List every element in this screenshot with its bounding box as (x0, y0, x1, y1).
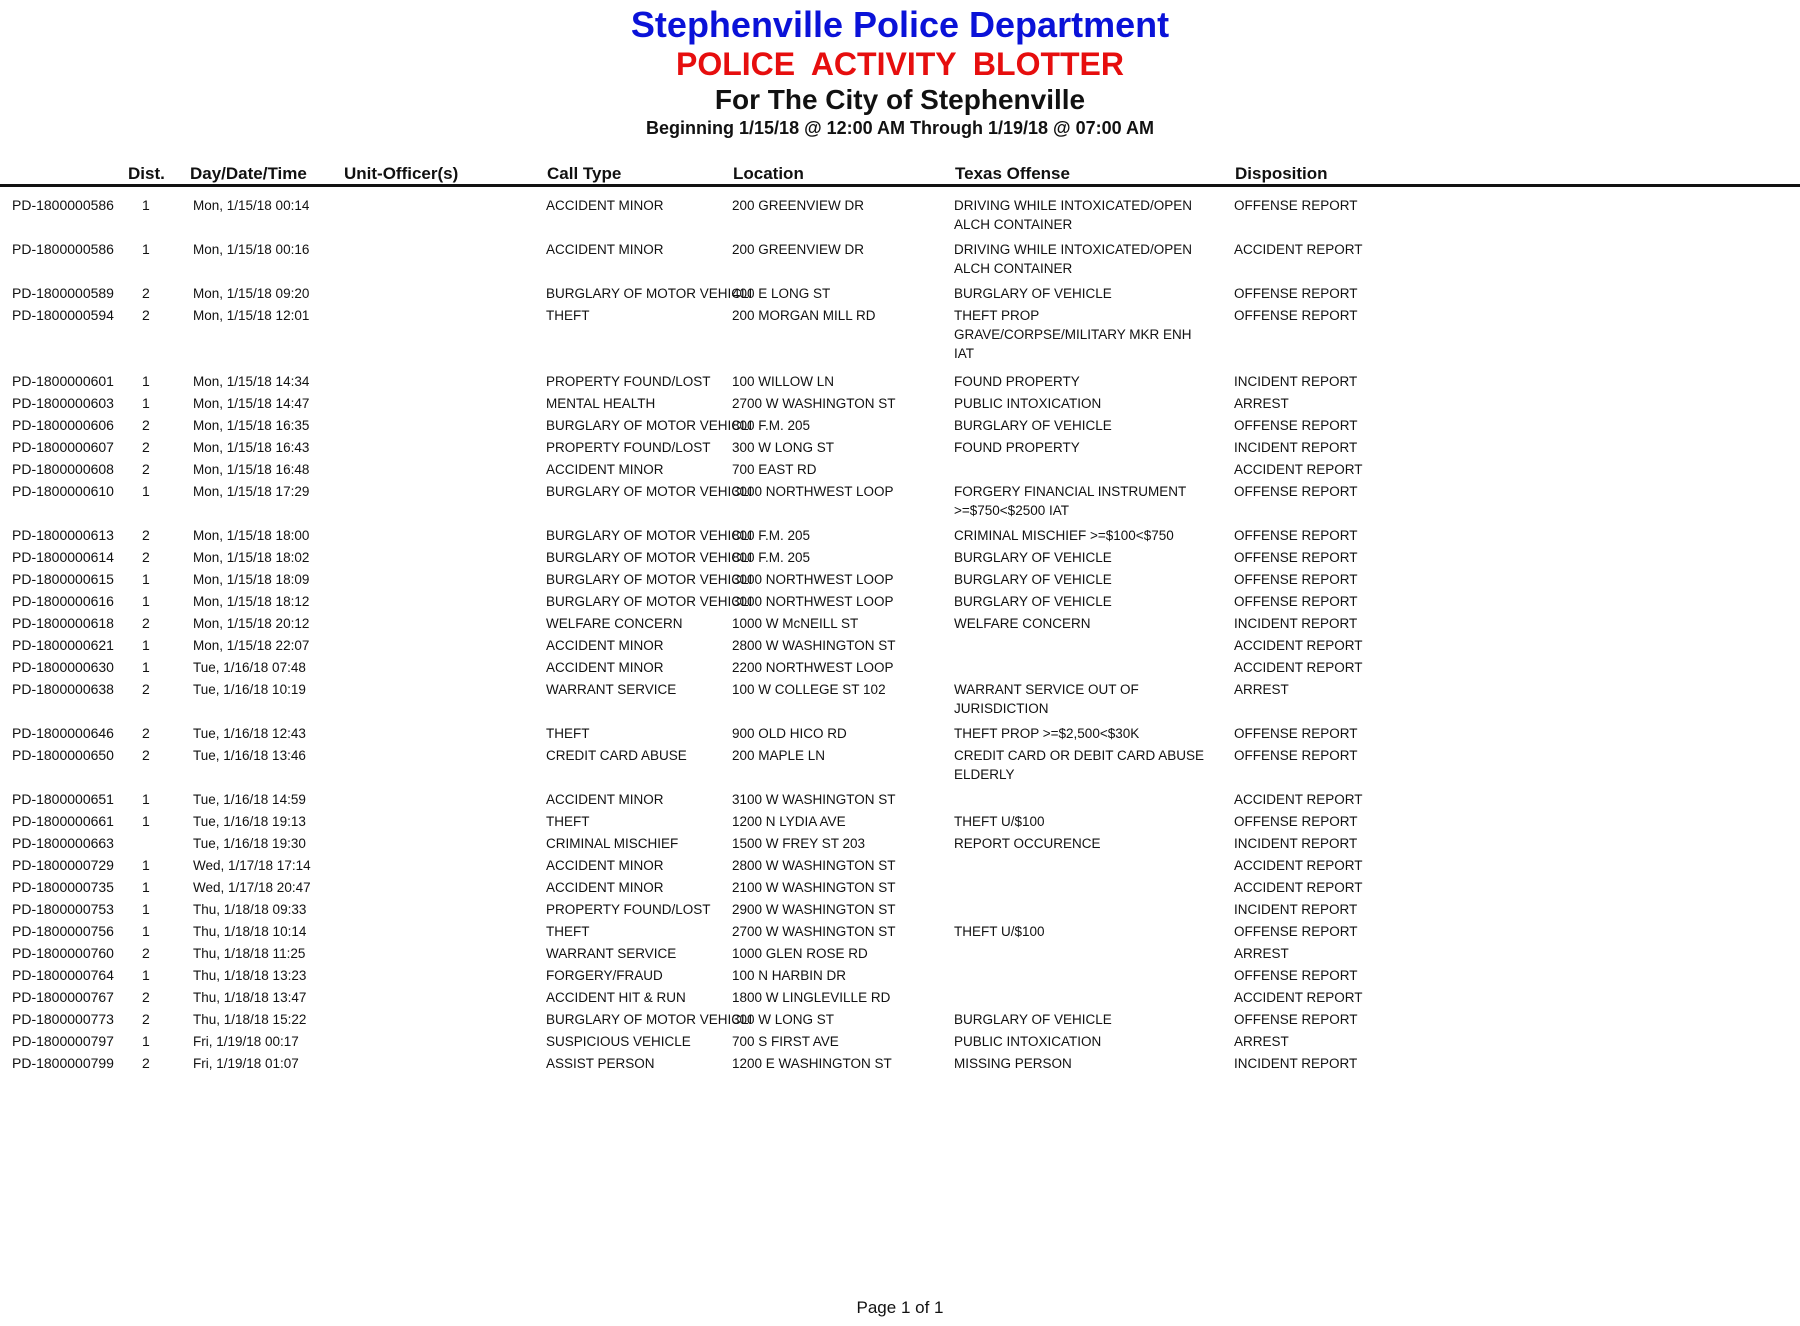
cell-date-time: Thu, 1/18/18 13:47 (193, 990, 307, 1005)
column-header-datetime: Day/Date/Time (190, 164, 307, 183)
column-header-call-type: Call Type (547, 164, 622, 183)
cell-district: 1 (142, 813, 150, 829)
cell-location: 100 W COLLEGE ST 102 (732, 682, 886, 697)
cell-case-number: PD-1800000594 (12, 307, 114, 323)
cell-district: 1 (142, 923, 150, 939)
cell-case-number: PD-1800000618 (12, 615, 114, 631)
cell-date-time: Mon, 1/15/18 14:47 (193, 396, 310, 411)
column-header-dist: Dist. (128, 164, 165, 183)
cell-date-time: Mon, 1/15/18 00:16 (193, 242, 310, 257)
table-row (0, 746, 1800, 790)
cell-location: 200 MAPLE LN (732, 748, 826, 763)
cell-disposition: OFFENSE REPORT (1234, 572, 1358, 587)
cell-location: 3100 W WASHINGTON ST (732, 792, 896, 807)
table-row (0, 1032, 1800, 1054)
cell-disposition: OFFENSE REPORT (1234, 528, 1358, 543)
cell-texas-offense: BURGLARY OF VEHICLE (954, 1012, 1112, 1027)
cell-district: 2 (142, 285, 150, 301)
cell-texas-offense: REPORT OCCURENCE (954, 836, 1101, 851)
table-row (0, 372, 1800, 394)
cell-date-time: Mon, 1/15/18 18:02 (193, 550, 310, 565)
cell-case-number: PD-1800000603 (12, 395, 114, 411)
cell-texas-offense: DRIVING WHILE INTOXICATED/OPEN ALCH CONTAINER (954, 242, 1193, 276)
cell-call-type: BURGLARY OF MOTOR VEHICLI (546, 484, 753, 499)
cell-date-time: Mon, 1/15/18 16:48 (193, 462, 310, 477)
table-row (0, 482, 1800, 526)
cell-texas-offense: THEFT PROP GRAVE/CORPSE/MILITARY MKR ENH IAT (954, 308, 1192, 361)
cell-date-time: Mon, 1/15/18 18:00 (193, 528, 310, 543)
cell-location: 100 N HARBIN DR (732, 968, 847, 983)
cell-district: 2 (142, 549, 150, 565)
cell-disposition: OFFENSE REPORT (1234, 198, 1358, 213)
cell-call-type: WELFARE CONCERN (546, 616, 683, 631)
cell-district: 1 (142, 1033, 150, 1049)
table-row (0, 196, 1800, 240)
cell-date-time: Fri, 1/19/18 01:07 (193, 1056, 299, 1071)
cell-disposition: ACCIDENT REPORT (1234, 858, 1363, 873)
cell-district: 2 (142, 527, 150, 543)
cell-district: 2 (142, 307, 150, 323)
cell-call-type: THEFT (546, 726, 590, 741)
cell-location: 700 S FIRST AVE (732, 1034, 839, 1049)
cell-date-time: Mon, 1/15/18 00:14 (193, 198, 310, 213)
cell-date-time: Tue, 1/16/18 19:30 (193, 836, 306, 851)
cell-date-time: Tue, 1/16/18 10:19 (193, 682, 306, 697)
cell-call-type: THEFT (546, 308, 590, 323)
cell-case-number: PD-1800000586 (12, 241, 114, 257)
cell-case-number: PD-1800000729 (12, 857, 114, 873)
cell-date-time: Tue, 1/16/18 12:43 (193, 726, 306, 741)
cell-district: 1 (142, 395, 150, 411)
cell-texas-offense: THEFT U/$100 (954, 814, 1045, 829)
page-number: Page 1 of 1 (856, 1298, 944, 1317)
column-header-officers: Unit-Officer(s) (344, 164, 459, 183)
cell-case-number: PD-1800000608 (12, 461, 114, 477)
table-row (0, 592, 1800, 614)
cell-date-time: Mon, 1/15/18 17:29 (193, 484, 310, 499)
cell-disposition: ARREST (1234, 396, 1289, 411)
cell-district: 1 (142, 659, 150, 675)
cell-date-time: Thu, 1/18/18 13:23 (193, 968, 307, 983)
cell-location: 2900 W WASHINGTON ST (732, 902, 896, 917)
cell-district: 2 (142, 461, 150, 477)
cell-texas-offense: BURGLARY OF VEHICLE (954, 594, 1112, 609)
cell-case-number: PD-1800000606 (12, 417, 114, 433)
cell-district: 2 (142, 1011, 150, 1027)
cell-disposition: OFFENSE REPORT (1234, 924, 1358, 939)
cell-texas-offense: WARRANT SERVICE OUT OF JURISDICTION (954, 682, 1139, 716)
cell-location: 100 WILLOW LN (732, 374, 835, 389)
cell-call-type: WARRANT SERVICE (546, 946, 677, 961)
cell-call-type: BURGLARY OF MOTOR VEHICLI (546, 528, 753, 543)
cell-texas-offense: MISSING PERSON (954, 1056, 1072, 1071)
cell-call-type: BURGLARY OF MOTOR VEHICLI (546, 418, 753, 433)
table-row (0, 922, 1800, 944)
cell-case-number: PD-1800000607 (12, 439, 114, 455)
cell-location: 2800 W WASHINGTON ST (732, 858, 896, 873)
cell-district: 2 (142, 615, 150, 631)
cell-date-time: Mon, 1/15/18 14:34 (193, 374, 310, 389)
cell-disposition: OFFENSE REPORT (1234, 550, 1358, 565)
cell-case-number: PD-1800000610 (12, 483, 114, 499)
cell-texas-offense: BURGLARY OF VEHICLE (954, 286, 1112, 301)
header-divider (0, 184, 1800, 187)
table-row (0, 416, 1800, 438)
cell-call-type: PROPERTY FOUND/LOST (546, 374, 711, 389)
cell-case-number: PD-1800000764 (12, 967, 114, 983)
cell-call-type: ACCIDENT MINOR (546, 660, 664, 675)
cell-texas-offense: BURGLARY OF VEHICLE (954, 572, 1112, 587)
cell-district: 2 (142, 1055, 150, 1071)
cell-case-number: PD-1800000613 (12, 527, 114, 543)
cell-date-time: Thu, 1/18/18 11:25 (193, 946, 306, 961)
cell-call-type: BURGLARY OF MOTOR VEHICLI (546, 550, 753, 565)
cell-disposition: INCIDENT REPORT (1234, 836, 1358, 851)
cell-location: 1000 GLEN ROSE RD (732, 946, 868, 961)
cell-district: 1 (142, 637, 150, 653)
column-header-disposition: Disposition (1235, 164, 1328, 183)
table-row (0, 636, 1800, 658)
cell-case-number: PD-1800000615 (12, 571, 114, 587)
cell-disposition: ACCIDENT REPORT (1234, 660, 1363, 675)
cell-disposition: INCIDENT REPORT (1234, 440, 1358, 455)
cell-disposition: INCIDENT REPORT (1234, 374, 1358, 389)
cell-case-number: PD-1800000589 (12, 285, 114, 301)
cell-disposition: OFFENSE REPORT (1234, 814, 1358, 829)
cell-disposition: OFFENSE REPORT (1234, 308, 1358, 323)
cell-call-type: BURGLARY OF MOTOR VEHICLI (546, 286, 753, 301)
cell-location: 400 E LONG ST (732, 286, 831, 301)
cell-date-time: Fri, 1/19/18 00:17 (193, 1034, 299, 1049)
cell-date-time: Mon, 1/15/18 09:20 (193, 286, 310, 301)
cell-case-number: PD-1800000586 (12, 197, 114, 213)
cell-location: 300 W LONG ST (732, 440, 835, 455)
cell-date-time: Thu, 1/18/18 09:33 (193, 902, 307, 917)
cell-call-type: ACCIDENT MINOR (546, 462, 664, 477)
cell-case-number: PD-1800000650 (12, 747, 114, 763)
cell-case-number: PD-1800000646 (12, 725, 114, 741)
cell-texas-offense: THEFT PROP >=$2,500<$30K (954, 726, 1140, 741)
cell-case-number: PD-1800000616 (12, 593, 114, 609)
cell-case-number: PD-1800000753 (12, 901, 114, 917)
cell-date-time: Thu, 1/18/18 15:22 (193, 1012, 307, 1027)
table-row (0, 548, 1800, 570)
cell-texas-offense: FOUND PROPERTY (954, 374, 1080, 389)
cell-texas-offense: BURGLARY OF VEHICLE (954, 550, 1112, 565)
cell-call-type: ACCIDENT MINOR (546, 880, 664, 895)
cell-location: 3000 NORTHWEST LOOP (732, 572, 894, 587)
cell-location: 700 EAST RD (732, 462, 817, 477)
cell-location: 2700 W WASHINGTON ST (732, 396, 896, 411)
cell-date-time: Mon, 1/15/18 18:12 (193, 594, 310, 609)
cell-location: 2800 W WASHINGTON ST (732, 638, 896, 653)
table-row (0, 526, 1800, 548)
cell-location: 200 GREENVIEW DR (732, 242, 865, 257)
cell-district: 2 (142, 439, 150, 455)
cell-location: 2100 W WASHINGTON ST (732, 880, 896, 895)
cell-case-number: PD-1800000756 (12, 923, 114, 939)
cell-call-type: WARRANT SERVICE (546, 682, 677, 697)
table-row (0, 900, 1800, 922)
table-row (0, 724, 1800, 746)
cell-date-time: Mon, 1/15/18 16:35 (193, 418, 310, 433)
cell-disposition: ACCIDENT REPORT (1234, 990, 1363, 1005)
cell-texas-offense: CRIMINAL MISCHIEF >=$100<$750 (954, 528, 1174, 543)
cell-date-time: Mon, 1/15/18 20:12 (193, 616, 310, 631)
cell-location: 800 F.M. 205 (732, 550, 811, 565)
cell-disposition: OFFENSE REPORT (1234, 594, 1358, 609)
cell-location: 3000 NORTHWEST LOOP (732, 594, 894, 609)
table-row (0, 856, 1800, 878)
cell-disposition: OFFENSE REPORT (1234, 726, 1358, 741)
cell-disposition: OFFENSE REPORT (1234, 748, 1358, 763)
cell-call-type: CRIMINAL MISCHIEF (546, 836, 679, 851)
table-row (0, 240, 1800, 284)
cell-date-time: Mon, 1/15/18 22:07 (193, 638, 310, 653)
cell-district: 2 (142, 989, 150, 1005)
cell-district: 1 (142, 241, 150, 257)
cell-disposition: ACCIDENT REPORT (1234, 462, 1363, 477)
cell-location: 800 F.M. 205 (732, 528, 811, 543)
cell-location: 900 OLD HICO RD (732, 726, 847, 741)
table-row (0, 790, 1800, 812)
table-row (0, 394, 1800, 416)
cell-case-number: PD-1800000651 (12, 791, 114, 807)
cell-texas-offense: FORGERY FINANCIAL INSTRUMENT >=$750<$2500 IAT (954, 484, 1187, 518)
cell-disposition: INCIDENT REPORT (1234, 902, 1358, 917)
cell-district: 1 (142, 879, 150, 895)
cell-call-type: THEFT (546, 814, 590, 829)
cell-location: 1500 W FREY ST 203 (732, 836, 866, 851)
cell-case-number: PD-1800000614 (12, 549, 114, 565)
table-row (0, 834, 1800, 856)
cell-texas-offense: BURGLARY OF VEHICLE (954, 418, 1112, 433)
cell-disposition: ARREST (1234, 1034, 1289, 1049)
cell-call-type: ACCIDENT MINOR (546, 242, 664, 257)
table-row (0, 614, 1800, 636)
cell-call-type: ACCIDENT MINOR (546, 198, 664, 213)
cell-texas-offense: DRIVING WHILE INTOXICATED/OPEN ALCH CONTAINER (954, 198, 1193, 232)
column-header-location: Location (733, 164, 804, 183)
cell-location: 1200 N LYDIA AVE (732, 814, 846, 829)
cell-disposition: ARREST (1234, 682, 1289, 697)
cell-case-number: PD-1800000767 (12, 989, 114, 1005)
cell-disposition: ACCIDENT REPORT (1234, 880, 1363, 895)
cell-disposition: ARREST (1234, 946, 1289, 961)
table-row (0, 680, 1800, 724)
cell-disposition: OFFENSE REPORT (1234, 1012, 1358, 1027)
table-row (0, 1054, 1800, 1076)
report-subtitle: POLICE ACTIVITY BLOTTER (675, 46, 1124, 82)
cell-call-type: BURGLARY OF MOTOR VEHICLI (546, 594, 753, 609)
cell-district: 2 (142, 681, 150, 697)
cell-location: 200 MORGAN MILL RD (732, 308, 876, 323)
cell-disposition: ACCIDENT REPORT (1234, 792, 1363, 807)
cell-date-time: Tue, 1/16/18 07:48 (193, 660, 306, 675)
cell-district: 1 (142, 373, 150, 389)
cell-location: 1200 E WASHINGTON ST (732, 1056, 892, 1071)
cell-location: 1000 W McNEILL ST (732, 616, 859, 631)
cell-location: 300 W LONG ST (732, 1012, 835, 1027)
cell-district: 1 (142, 483, 150, 499)
cell-texas-offense: WELFARE CONCERN (954, 616, 1091, 631)
table-row (0, 306, 1800, 372)
cell-district: 1 (142, 857, 150, 873)
cell-district: 1 (142, 593, 150, 609)
cell-case-number: PD-1800000630 (12, 659, 114, 675)
cell-case-number: PD-1800000797 (12, 1033, 114, 1049)
cell-location: 3000 NORTHWEST LOOP (732, 484, 894, 499)
page-title: Stephenville Police Department (630, 4, 1170, 45)
cell-date-time: Thu, 1/18/18 10:14 (193, 924, 307, 939)
cell-case-number: PD-1800000760 (12, 945, 114, 961)
cell-call-type: THEFT (546, 924, 590, 939)
date-range: Beginning 1/15/18 @ 12:00 AM Through 1/19/18 @ 07:00 AM (646, 118, 1154, 138)
cell-case-number: PD-1800000663 (12, 835, 114, 851)
cell-district: 2 (142, 945, 150, 961)
cell-disposition: ACCIDENT REPORT (1234, 242, 1363, 257)
cell-date-time: Mon, 1/15/18 18:09 (193, 572, 310, 587)
table-row (0, 988, 1800, 1010)
cell-disposition: INCIDENT REPORT (1234, 616, 1358, 631)
table-row (0, 944, 1800, 966)
cell-texas-offense: PUBLIC INTOXICATION (954, 1034, 1102, 1049)
cell-call-type: ACCIDENT MINOR (546, 858, 664, 873)
cell-call-type: BURGLARY OF MOTOR VEHICLI (546, 1012, 753, 1027)
cell-case-number: PD-1800000621 (12, 637, 114, 653)
cell-disposition: OFFENSE REPORT (1234, 286, 1358, 301)
cell-date-time: Tue, 1/16/18 13:46 (193, 748, 306, 763)
cell-case-number: PD-1800000799 (12, 1055, 114, 1071)
cell-district: 2 (142, 417, 150, 433)
cell-call-type: PROPERTY FOUND/LOST (546, 902, 711, 917)
table-row (0, 438, 1800, 460)
cell-call-type: ASSIST PERSON (546, 1056, 655, 1071)
cell-date-time: Mon, 1/15/18 12:01 (193, 308, 310, 323)
cell-call-type: BURGLARY OF MOTOR VEHICLI (546, 572, 753, 587)
cell-location: 1800 W LINGLEVILLE RD (732, 990, 891, 1005)
table-row (0, 658, 1800, 680)
table-row (0, 1010, 1800, 1032)
cell-district: 1 (142, 901, 150, 917)
blotter-table (0, 196, 1800, 1076)
cell-case-number: PD-1800000773 (12, 1011, 114, 1027)
cell-call-type: SUSPICIOUS VEHICLE (546, 1034, 691, 1049)
cell-district: 2 (142, 725, 150, 741)
cell-case-number: PD-1800000661 (12, 813, 114, 829)
cell-date-time: Wed, 1/17/18 17:14 (193, 858, 311, 873)
cell-location: 2200 NORTHWEST LOOP (732, 660, 894, 675)
cell-district: 1 (142, 791, 150, 807)
cell-location: 2700 W WASHINGTON ST (732, 924, 896, 939)
cell-case-number: PD-1800000735 (12, 879, 114, 895)
cell-date-time: Tue, 1/16/18 14:59 (193, 792, 306, 807)
table-row (0, 812, 1800, 834)
cell-date-time: Wed, 1/17/18 20:47 (193, 880, 311, 895)
table-row (0, 460, 1800, 482)
cell-disposition: OFFENSE REPORT (1234, 418, 1358, 433)
cell-call-type: CREDIT CARD ABUSE (546, 748, 687, 763)
city-line: For The City of Stephenville (714, 84, 1086, 115)
cell-call-type: ACCIDENT MINOR (546, 638, 664, 653)
cell-district: 2 (142, 747, 150, 763)
cell-location: 200 GREENVIEW DR (732, 198, 865, 213)
cell-texas-offense: PUBLIC INTOXICATION (954, 396, 1102, 411)
cell-case-number: PD-1800000638 (12, 681, 114, 697)
table-row (0, 570, 1800, 592)
table-row (0, 284, 1800, 306)
cell-disposition: ACCIDENT REPORT (1234, 638, 1363, 653)
table-row (0, 966, 1800, 988)
cell-texas-offense: CREDIT CARD OR DEBIT CARD ABUSE ELDERLY (954, 748, 1205, 782)
cell-texas-offense: THEFT U/$100 (954, 924, 1045, 939)
cell-call-type: ACCIDENT MINOR (546, 792, 664, 807)
column-header-offense: Texas Offense (955, 164, 1070, 183)
cell-texas-offense: FOUND PROPERTY (954, 440, 1080, 455)
cell-call-type: MENTAL HEALTH (546, 396, 656, 411)
cell-district: 1 (142, 571, 150, 587)
cell-disposition: OFFENSE REPORT (1234, 968, 1358, 983)
cell-district: 1 (142, 967, 150, 983)
cell-call-type: FORGERY/FRAUD (546, 968, 663, 983)
cell-disposition: OFFENSE REPORT (1234, 484, 1358, 499)
cell-date-time: Mon, 1/15/18 16:43 (193, 440, 310, 455)
table-row (0, 878, 1800, 900)
cell-district: 1 (142, 197, 150, 213)
cell-location: 800 F.M. 205 (732, 418, 811, 433)
cell-case-number: PD-1800000601 (12, 373, 114, 389)
cell-date-time: Tue, 1/16/18 19:13 (193, 814, 306, 829)
cell-call-type: ACCIDENT HIT & RUN (546, 990, 686, 1005)
cell-call-type: PROPERTY FOUND/LOST (546, 440, 711, 455)
cell-disposition: INCIDENT REPORT (1234, 1056, 1358, 1071)
